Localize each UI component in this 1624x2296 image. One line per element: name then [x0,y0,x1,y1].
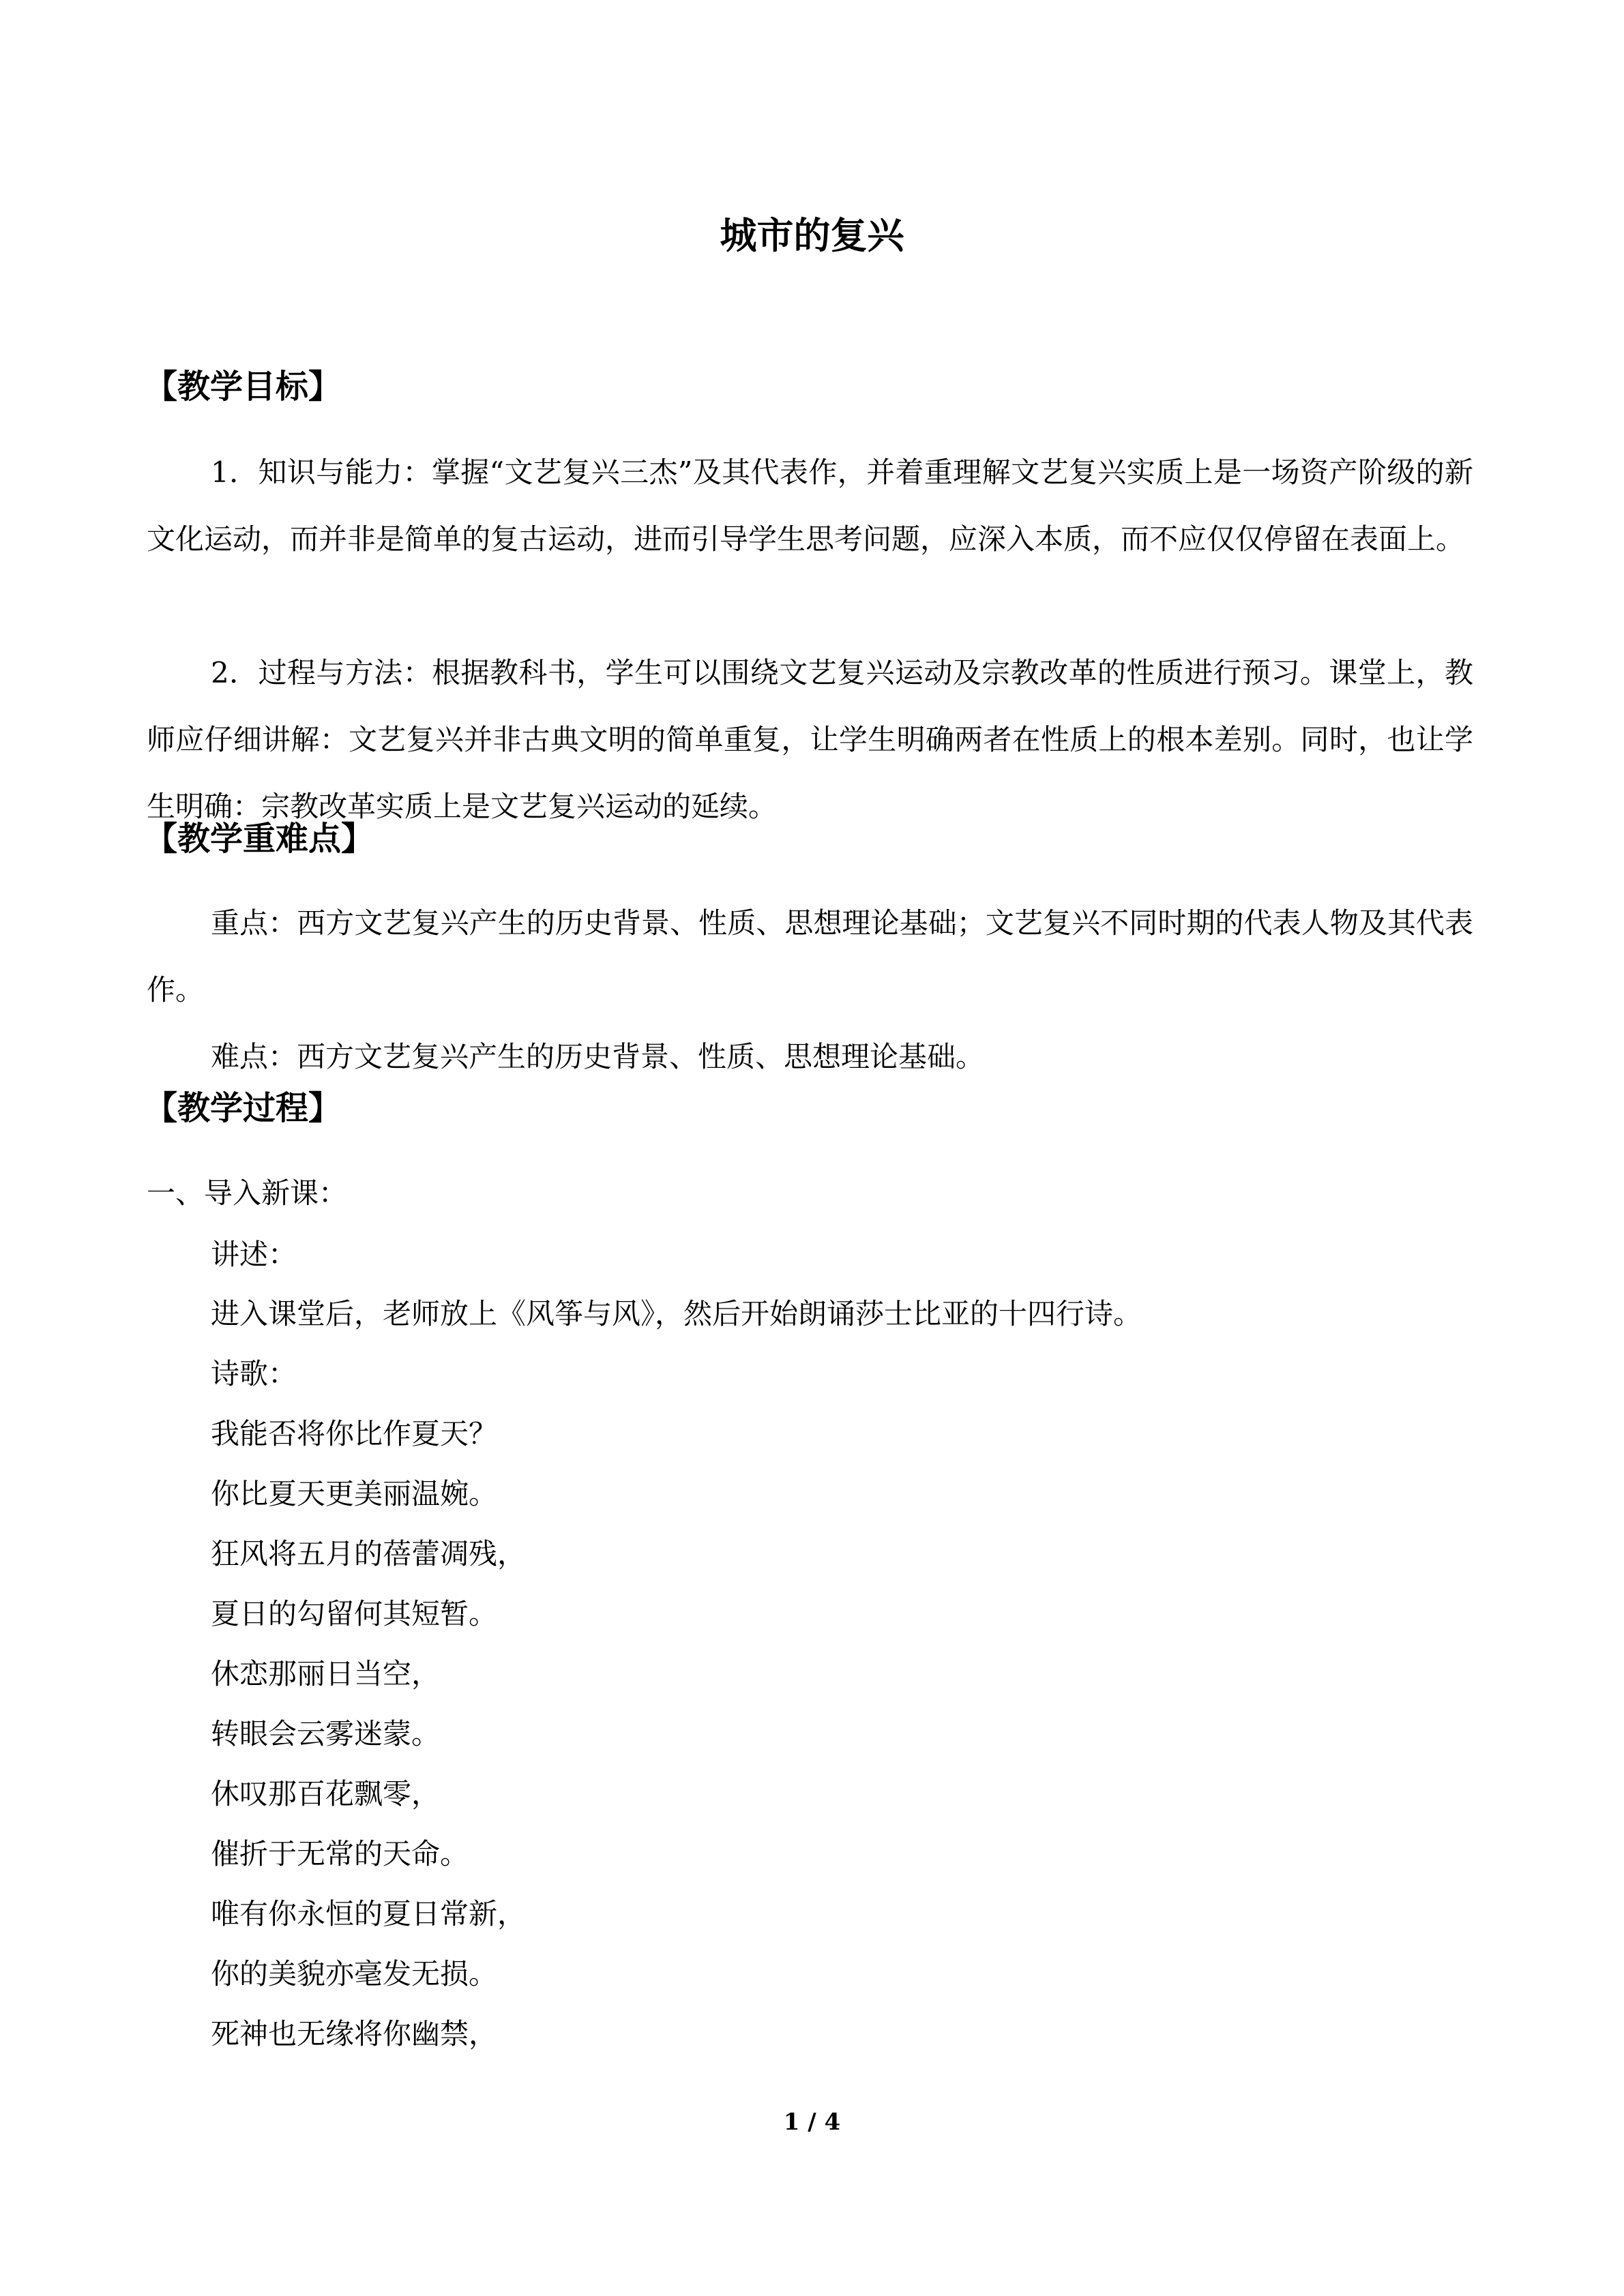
key-point-paragraph: 重点：西方文艺复兴产生的历史背景、性质、思想理论基础；文艺复兴不同时期的代表人物及其代表作。 [147,906,1473,1007]
narration-label: 讲述： [211,1238,297,1271]
poem-line: 死神也无缘将你幽禁， [211,2017,498,2051]
section-heading-key-points: 【教学重难点】 [145,820,374,858]
page-number: 1 / 4 [783,2108,841,2136]
narration-text: 进入课堂后，老师放上《风筝与风》，然后开始朗诵莎士比亚的十四行诗。 [211,1297,1142,1330]
objective-paragraph-2: 2．过程与方法：根据教科书，学生可以围绕文艺复兴运动及宗教改革的性质进行预习。课堂上，教师应仔细讲解：文艺复兴并非古典文明的简单重复，让学生明确两者在性质上的根本差别。同时，也让学生明确：宗教改革实质上是文艺复兴运动的延续。 [147,656,1473,823]
process-step-title: 一、导入新课： [147,1176,348,1210]
objective-paragraph-1: 1．知识与能力：掌握“文艺复兴三杰”及其代表作，并着重理解文艺复兴实质上是一场资产阶级的新文化运动，而并非是简单的复古运动，进而引导学生思考问题，应深入本质，而不应仅仅停留在表面上。 [147,456,1473,556]
section-heading-objectives: 【教学目标】 [145,368,342,406]
difficulty-paragraph: 难点：西方文艺复兴产生的历史背景、性质、思想理论基础。 [211,1040,985,1073]
poem-line: 我能否将你比作夏天？ [211,1417,498,1450]
poem-line: 休恋那丽日当空， [211,1657,441,1690]
poem-label: 诗歌： [211,1357,297,1390]
page-title: 城市的复兴 [720,213,904,257]
poem-line: 唯有你永恒的夏日常新， [211,1897,527,1930]
poem-line: 休叹那百花飘零， [211,1777,441,1810]
poem-line: 夏日的勾留何其短暂。 [211,1597,498,1630]
poem-line: 狂风将五月的蓓蕾凋残， [211,1537,527,1570]
poem-line: 催折于无常的天命。 [211,1837,469,1870]
poem-line: 你的美貌亦毫发无损。 [211,1957,498,1991]
section-heading-process: 【教学过程】 [145,1089,342,1127]
poem-line: 你比夏天更美丽温婉。 [211,1477,498,1510]
poem-line: 转眼会云雾迷蒙。 [211,1717,441,1750]
